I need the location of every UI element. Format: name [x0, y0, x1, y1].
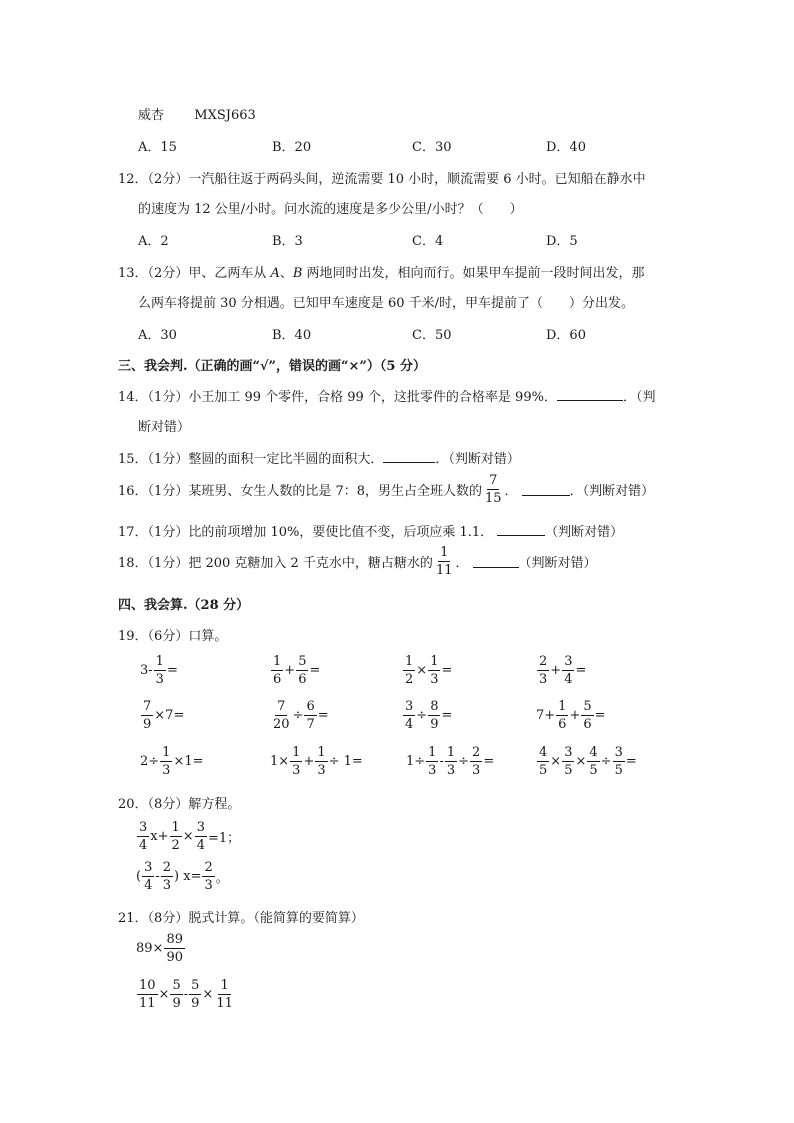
q16-text: 16．（1分）某班男、女生人数的比是 7：8，男生占全班人数的 — [118, 483, 482, 499]
denominator: 11 — [216, 995, 233, 1011]
fraction — [304, 699, 316, 732]
fraction — [613, 745, 625, 778]
numerator: 3 — [139, 819, 148, 835]
q20-equation-2 — [136, 858, 229, 894]
expr-text: =1； — [207, 830, 241, 846]
fraction — [296, 654, 308, 687]
question-17 — [118, 521, 623, 540]
expr-r1c3 — [402, 652, 452, 688]
option-d[interactable]: D．40 — [546, 140, 586, 155]
answer-blank[interactable] — [497, 523, 545, 536]
denominator: 5 — [614, 762, 623, 778]
expr-r1c2 — [270, 652, 320, 688]
denominator: 4 — [564, 671, 573, 687]
q13-text: 、 — [279, 266, 293, 281]
option-c[interactable]: C．30 — [412, 140, 452, 155]
expr-r3c3 — [406, 743, 494, 779]
q13-line2: 么两车将提前 30 分相遇。已知甲车速度是 60 千米/时，甲车提前了（ ）分出发。 — [138, 296, 634, 311]
denominator: 9 — [191, 995, 200, 1011]
denominator: 6 — [273, 671, 282, 687]
denominator: 3 — [155, 671, 164, 687]
expr-r3c1 — [140, 743, 204, 779]
fraction — [189, 978, 201, 1011]
doc-header — [138, 104, 256, 123]
fraction — [428, 699, 440, 732]
expr-text: 89× — [136, 940, 164, 956]
option-a[interactable]: A．2 — [138, 234, 169, 249]
numerator: 7 — [143, 698, 152, 714]
expr-text: ÷ 1= — [328, 753, 363, 769]
denominator: 6 — [298, 671, 307, 687]
operator: + — [550, 662, 562, 678]
denominator: 20 — [273, 716, 290, 732]
answer-blank[interactable] — [557, 388, 623, 401]
expr-text: 2÷ — [140, 753, 160, 769]
fraction — [164, 932, 185, 965]
expr-text: = — [441, 662, 453, 678]
q18-text: （判断对错） — [518, 555, 597, 571]
q14-line1 — [118, 386, 655, 405]
numerator: 1 — [446, 744, 456, 760]
fraction — [470, 745, 482, 778]
numerator: 3 — [564, 653, 573, 669]
denominator: 3 — [428, 762, 437, 778]
q15-text: ．（判断对错） — [435, 452, 520, 467]
numerator: 5 — [583, 698, 592, 714]
expr-r1c1 — [140, 652, 178, 688]
denominator: 15 — [485, 490, 502, 506]
numerator: 3 — [196, 819, 205, 835]
numerator: 3 — [564, 744, 573, 760]
numerator: 2 — [204, 859, 213, 875]
expr-text: = — [594, 707, 606, 723]
operator: ÷ — [458, 753, 470, 769]
expr-text: x+ — [150, 828, 169, 844]
numerator: 5 — [172, 977, 181, 993]
numerator: 5 — [298, 653, 307, 669]
expr-text: 3- — [140, 662, 153, 678]
operator: × — [550, 753, 562, 769]
fraction — [137, 978, 158, 1011]
denominator: 9 — [172, 995, 181, 1011]
q17-text: （判断对错） — [545, 525, 624, 540]
fraction — [403, 699, 415, 732]
fraction — [581, 699, 593, 732]
denominator: 3 — [539, 671, 548, 687]
fraction — [562, 654, 574, 687]
fraction — [170, 820, 182, 853]
q21-expression-2 — [136, 976, 236, 1012]
numerator: 2 — [472, 744, 481, 760]
option-a[interactable]: A．15 — [138, 140, 177, 155]
numerator: 8 — [430, 698, 439, 714]
fraction — [428, 654, 440, 687]
q14-line2: 断对错） — [138, 420, 191, 435]
expr-text: = — [483, 753, 495, 769]
operator: - — [155, 868, 160, 884]
author-name: 威杏 — [138, 108, 165, 123]
denominator: 2 — [171, 837, 180, 853]
fraction — [271, 654, 283, 687]
fraction — [537, 654, 549, 687]
expr-r3c2 — [270, 743, 363, 779]
fraction — [202, 860, 214, 893]
operator: × — [416, 662, 428, 678]
operator: ÷ — [416, 707, 428, 723]
answer-blank[interactable] — [473, 555, 519, 568]
option-d[interactable]: D．60 — [546, 328, 586, 343]
numerator: 1 — [317, 744, 326, 760]
q12-line1: 12．（2分）一汽船往返于两码头间，逆流需要 10 小时，顺流需要 6 小时。已知船在静水中 — [118, 172, 646, 187]
option-d[interactable]: D．5 — [546, 234, 578, 249]
q18-text: 18．（1分）把 200 克糖加入 2 千克水中，糖占糖水的 — [118, 555, 433, 571]
fraction — [445, 745, 457, 778]
numerator: 3 — [614, 744, 623, 760]
numerator: 4 — [589, 744, 598, 760]
q16-text: ． — [504, 483, 518, 499]
denominator: 5 — [564, 762, 573, 778]
q14-text: ．（判 — [622, 390, 656, 405]
expr-r2c1 — [140, 697, 184, 733]
numerator: 1 — [440, 544, 449, 560]
fraction — [483, 473, 504, 506]
operator: ÷ — [600, 753, 612, 769]
fraction — [537, 745, 549, 778]
section-4-title: 四、我会算.（28 分） — [118, 598, 250, 613]
point-a: A — [270, 266, 280, 281]
fraction — [214, 978, 235, 1011]
denominator: 4 — [405, 716, 414, 732]
expr-r2c2 — [270, 697, 329, 733]
operator: + — [284, 662, 296, 678]
numerator: 1 — [162, 744, 171, 760]
fraction — [271, 699, 292, 732]
fraction — [426, 745, 438, 778]
expr-text: = — [166, 662, 178, 678]
option-a[interactable]: A．30 — [138, 328, 177, 343]
numerator: 5 — [191, 977, 200, 993]
fraction — [556, 699, 568, 732]
question-18 — [118, 546, 597, 576]
numerator: 6 — [306, 698, 315, 714]
numerator: 3 — [405, 698, 414, 714]
q12-line2: 的速度为 12 公里/小时。问水流的速度是多少公里/小时？（ ） — [138, 202, 523, 217]
denominator: 11 — [139, 995, 156, 1011]
numerator: 1 — [558, 698, 567, 714]
fraction — [434, 545, 455, 578]
denominator: 3 — [472, 762, 481, 778]
fraction — [154, 654, 166, 687]
expr-text: = — [625, 753, 637, 769]
expr-text: = — [317, 707, 329, 723]
operator: ÷ — [292, 707, 304, 723]
fraction — [587, 745, 599, 778]
numerator: 1 — [430, 653, 439, 669]
q13-text: 13．（2分）甲、乙两车从 — [118, 266, 271, 281]
fraction — [137, 820, 149, 853]
fraction — [142, 860, 154, 893]
operator: - — [183, 986, 189, 1002]
q13-text: 两地同时出发，相向而行。如果甲车提前一段时间出发，那 — [302, 266, 645, 281]
operator: × — [182, 828, 194, 844]
denominator: 4 — [196, 837, 205, 853]
denominator: 90 — [166, 949, 183, 965]
answer-blank[interactable] — [522, 483, 570, 496]
numerator: 10 — [139, 977, 156, 993]
option-b[interactable]: B．3 — [272, 234, 303, 249]
option-c[interactable]: C．50 — [412, 328, 452, 343]
operator: × — [202, 986, 214, 1002]
numerator: 1 — [428, 744, 437, 760]
numerator: 1 — [220, 977, 229, 993]
fraction — [315, 745, 327, 778]
denominator: 3 — [430, 671, 439, 687]
expr-r3c4 — [536, 743, 637, 779]
fraction — [170, 978, 182, 1011]
expr-r2c4 — [536, 697, 606, 733]
question-15 — [118, 448, 520, 467]
operator: + — [303, 753, 315, 769]
fraction — [290, 745, 302, 778]
expr-text: 7+ — [536, 707, 556, 723]
numerator: 1 — [292, 744, 301, 760]
option-b[interactable]: B．20 — [272, 140, 312, 155]
q13-line1 — [118, 262, 645, 281]
denominator: 6 — [558, 716, 567, 732]
denominator: 3 — [446, 762, 456, 778]
denominator: 6 — [583, 716, 592, 732]
q18-text: ． — [455, 555, 469, 571]
section-3-title: 三、我会判.（正确的画“√”，错误的画“×”）（5 分） — [118, 359, 426, 374]
fraction — [562, 745, 574, 778]
denominator: 9 — [430, 716, 439, 732]
operator: + — [569, 707, 581, 723]
numerator: 2 — [162, 859, 172, 875]
answer-blank[interactable] — [383, 450, 435, 463]
expr-r1c4 — [536, 652, 586, 688]
point-b: B — [292, 266, 303, 281]
question-16 — [118, 474, 654, 504]
operator: × — [575, 753, 587, 769]
q19-title: 19．（6分）口算。 — [118, 629, 228, 644]
denominator: 3 — [204, 877, 213, 893]
expr-text: ×1= — [173, 753, 204, 769]
numerator: 2 — [539, 653, 548, 669]
q21-expression-1 — [136, 930, 186, 966]
q20-equation-1 — [136, 818, 240, 854]
denominator: 9 — [143, 716, 152, 732]
numerator: 1 — [171, 819, 180, 835]
q15-text: 15．（1分）整圆的面积一定比半圆的面积大． — [118, 452, 384, 467]
doc-code: MXSJ663 — [194, 108, 256, 123]
denominator: 5 — [589, 762, 598, 778]
q17-text: 17．（1分）比的前项增加 10%，要使比值不变，后项应乘 1.1． — [118, 525, 494, 540]
expr-r2c3 — [402, 697, 452, 733]
fraction — [160, 745, 172, 778]
operator: - — [439, 753, 444, 769]
q14-text: 14．（1分）小王加工 99 个零件，合格 99 个，这批零件的合格率是 99%． — [118, 390, 557, 405]
expr-text: ×7= — [154, 707, 185, 723]
expr-text: 1÷ — [406, 753, 426, 769]
denominator: 5 — [539, 762, 548, 778]
numerator: 1 — [405, 653, 414, 669]
fraction — [403, 654, 415, 687]
fraction — [195, 820, 207, 853]
numerator: 7 — [489, 472, 498, 488]
denominator: 4 — [139, 837, 148, 853]
option-b[interactable]: B．40 — [272, 328, 312, 343]
numerator: 1 — [155, 653, 164, 669]
expr-text: = — [441, 707, 453, 723]
operator: × — [158, 986, 170, 1002]
denominator: 3 — [292, 762, 301, 778]
numerator: 4 — [539, 744, 548, 760]
paren: ( — [136, 868, 142, 884]
expr-text: = — [575, 662, 587, 678]
paren: ) — [174, 868, 180, 884]
expr-text: 。 — [215, 870, 229, 886]
fraction — [141, 699, 153, 732]
option-c[interactable]: C．4 — [412, 234, 444, 249]
denominator: 7 — [306, 716, 315, 732]
numerator: 7 — [277, 698, 286, 714]
expr-text: x= — [179, 868, 202, 884]
q21-title: 21．（8分）脱式计算。（能简算的要简算） — [118, 911, 364, 926]
denominator: 2 — [405, 671, 414, 687]
denominator: 4 — [144, 877, 153, 893]
expr-text: 1× — [270, 753, 290, 769]
numerator: 1 — [273, 653, 282, 669]
expr-text: = — [309, 662, 321, 678]
numerator: 89 — [166, 931, 183, 947]
fraction — [161, 860, 173, 893]
numerator: 3 — [144, 859, 153, 875]
q20-title: 20．（8分）解方程。 — [118, 797, 241, 812]
denominator: 3 — [162, 762, 171, 778]
denominator: 11 — [435, 562, 453, 578]
q16-text: ．（判断对错） — [569, 483, 655, 499]
denominator: 3 — [162, 877, 172, 893]
denominator: 3 — [317, 762, 326, 778]
